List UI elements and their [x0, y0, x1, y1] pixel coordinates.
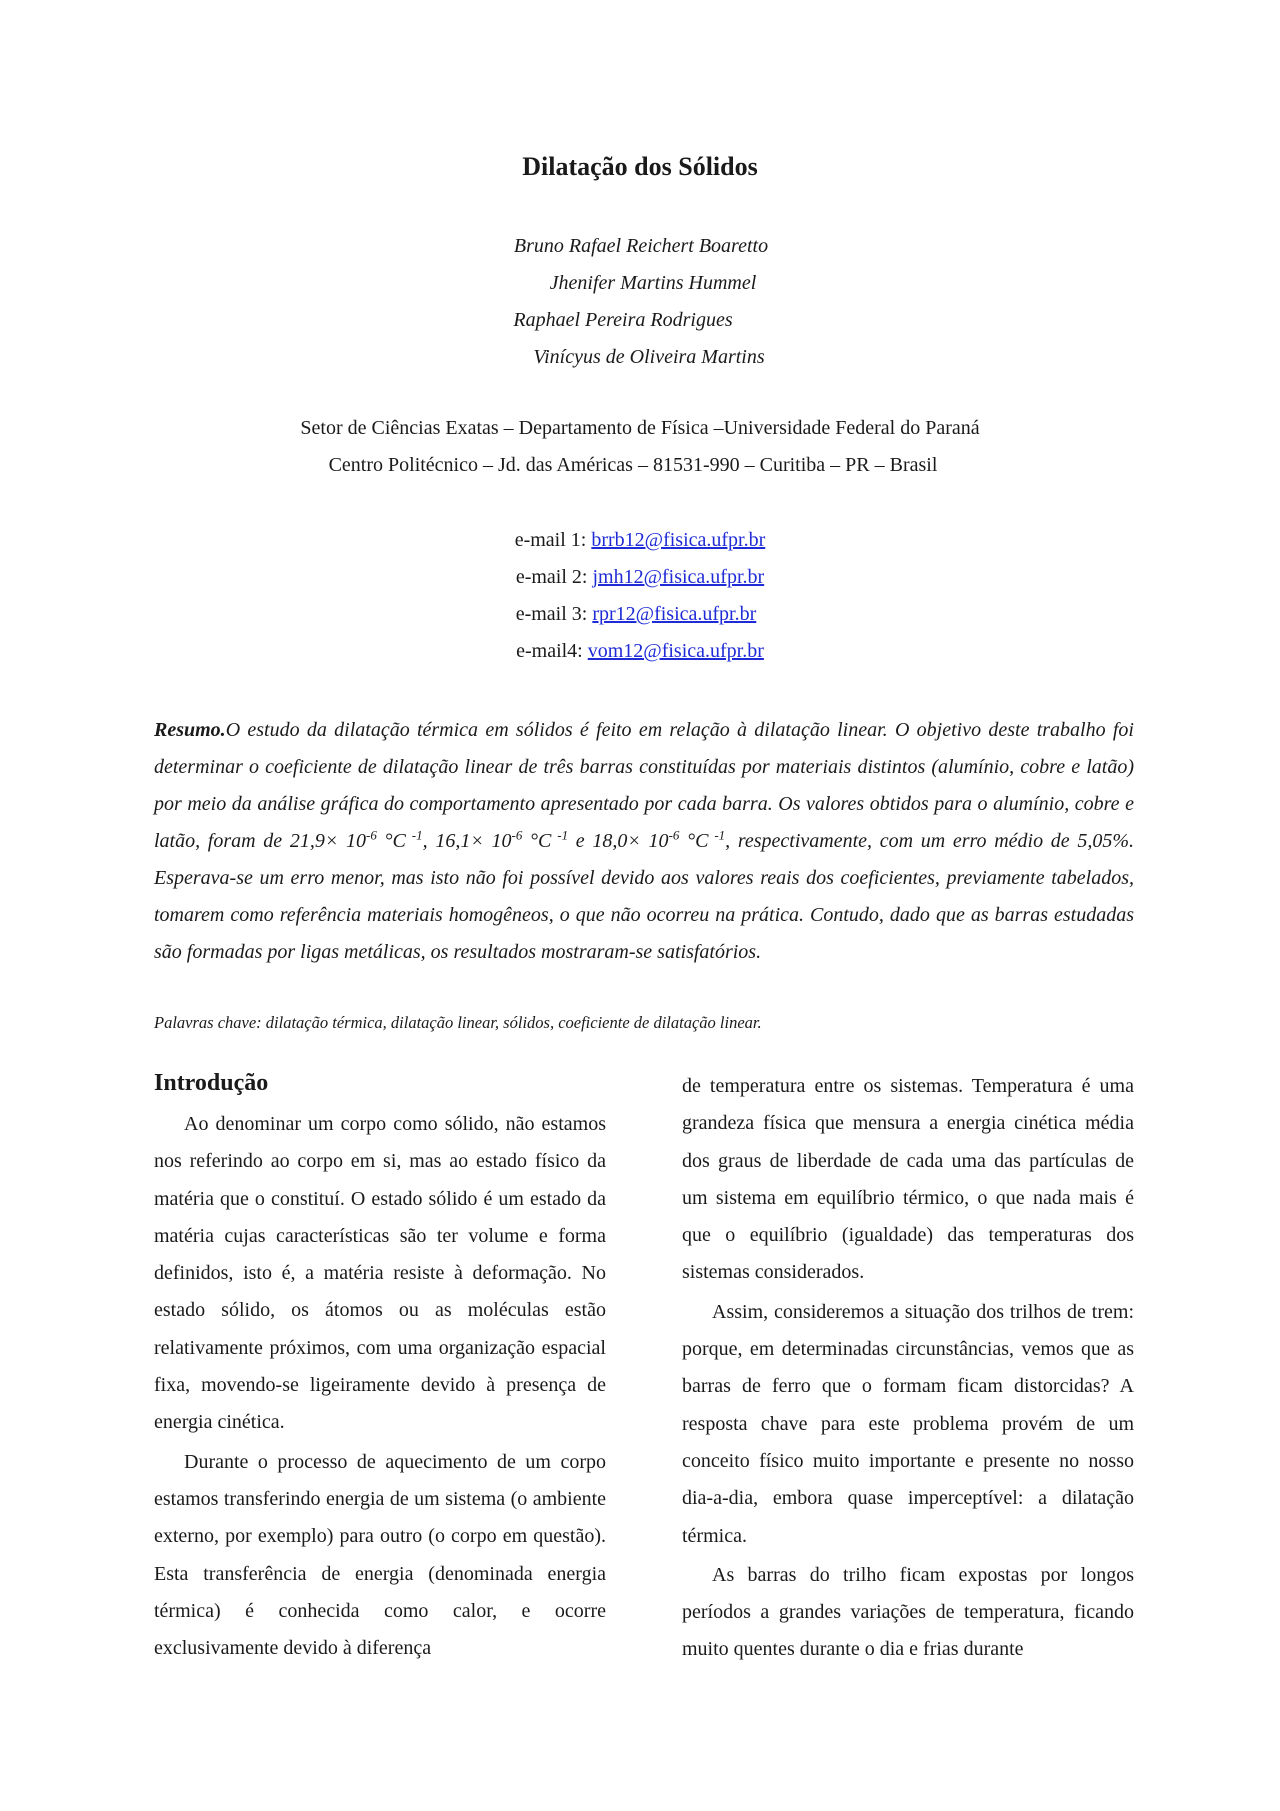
unit: °C — [522, 830, 552, 852]
separator: e — [568, 830, 593, 852]
keywords: Palavras chave: dilatação térmica, dilatação linear, sólidos, coeficiente de dilatação linear. — [154, 1013, 762, 1032]
coef-aluminium: 21,9× 10 — [289, 830, 366, 852]
affiliation-line-1: Setor de Ciências Exatas – Departamento de Física –Universidade Federal do Paraná — [300, 417, 980, 439]
paragraph: de temperatura entre os sistemas. Temperatura é uma grandeza física que mensura a energia cinética média dos graus de liberdade de cada uma das partículas de um sistema em equilíbrio térmico, o que nada mais é que o equilíbrio (igualdade) das temperaturas dos sistemas considerados. — [682, 1075, 1134, 1284]
author-name: Jhenifer Martins Hummel — [549, 272, 757, 294]
email-link[interactable]: vom12@fisica.ufpr.br — [587, 640, 764, 662]
unit: °C — [679, 830, 709, 852]
author-name: Bruno Rafael Reichert Boaretto — [513, 235, 769, 257]
unit: °C — [376, 830, 406, 852]
paper-title: Dilatação dos Sólidos — [522, 152, 758, 181]
exponent: -6 — [366, 827, 377, 843]
email-label: e-mail4: — [516, 640, 588, 662]
email-link[interactable]: brrb12@fisica.ufpr.br — [591, 529, 766, 551]
email-line — [0, 596, 1280, 633]
exponent: -6 — [511, 827, 523, 843]
exponent: -1 — [708, 827, 726, 843]
section-heading: Introdução — [154, 1070, 269, 1096]
paragraph: Durante o processo de aquecimento de um corpo estamos transferindo energia de um sistema (o ambiente externo, por exemplo) para outro (o corpo em questão). Esta transferência de energia (denominada energia térmica) é conhecida como calor, e ocorre exclusivamente devido à diferença — [154, 1450, 606, 1660]
email-link[interactable]: rpr12@fisica.ufpr.br — [592, 603, 757, 625]
author-list — [0, 228, 1280, 376]
email-link[interactable]: jmh12@fisica.ufpr.br — [592, 566, 765, 588]
affiliation-line-2: Centro Politécnico – Jd. das Américas – 81531-990 – Curitiba – PR – Brasil — [328, 454, 938, 476]
email-line — [0, 522, 1280, 559]
coef-copper: 16,1× 10 — [435, 830, 512, 852]
exponent: -6 — [668, 827, 680, 843]
right-column — [682, 1068, 1134, 1669]
email-label: e-mail 2: — [515, 566, 593, 588]
email-list — [0, 522, 1280, 670]
paragraph: Assim, consideremos a situação dos trilhos de trem: porque, em determinadas circunstâncias, vemos que as barras de ferro que o formam ficam distorcidas? A resposta chave para este problema provém de um conceito físico muito importante e presente no nosso dia-a-dia, embora quase imperceptível: a dilatação térmica. — [682, 1300, 1134, 1547]
email-label: e-mail 3: — [515, 603, 593, 625]
email-line — [0, 559, 1280, 596]
abstract-text: , respectivamente, com um erro médio de 5,05%. Esperava-se um erro menor, mas isto não foi possível devido aos valores reais dos coeficientes, previamente tabelados, tomarem como referência materiais homogêneos, o que não ocorreu na prática. Contudo, dado que as barras estudadas são formadas por ligas metálicas, os resultados mostraram-se satisfatórios. — [154, 830, 1134, 963]
exponent: -1 — [405, 827, 423, 843]
separator: , — [422, 830, 436, 852]
author-name: Raphael Pereira Rodrigues — [513, 309, 733, 331]
email-label: e-mail 1: — [514, 529, 592, 551]
email-line — [0, 633, 1280, 670]
abstract-text: O estudo da dilatação térmica em sólidos é feito em relação à dilatação linear. O objetivo deste trabalho foi determinar o coeficiente de dilatação linear de três barras constituídas por materiais distintos (alumínio, cobre e latão) por meio da análise gráfica do comportamento apresentado por cada barra. Os valores obtidos para o alumínio, cobre e latão, foram de — [154, 719, 1134, 852]
exponent: -1 — [551, 827, 569, 843]
abstract — [154, 712, 1134, 971]
coef-brass: 18,0× 10 — [592, 830, 669, 852]
left-column — [154, 1065, 606, 1667]
abstract-label: Resumo. — [154, 719, 226, 741]
author-name: Vinícyus de Oliveira Martins — [533, 346, 765, 368]
affiliation — [0, 410, 1280, 484]
paragraph: Ao denominar um corpo como sólido, não estamos nos referindo ao corpo em si, mas ao estado físico da matéria que o constituí. O estado sólido é um estado da matéria cujas características são ter volume e forma definidos, isto é, a matéria resiste à deformação. No estado sólido, os átomos ou as moléculas estão relativamente próximos, com uma organização espacial fixa, movendo-se ligeiramente devido à presença de energia cinética. — [154, 1113, 606, 1434]
paragraph: As barras do trilho ficam expostas por longos períodos a grandes variações de temperatura, ficando muito quentes durante o dia e frias durante — [682, 1563, 1134, 1661]
